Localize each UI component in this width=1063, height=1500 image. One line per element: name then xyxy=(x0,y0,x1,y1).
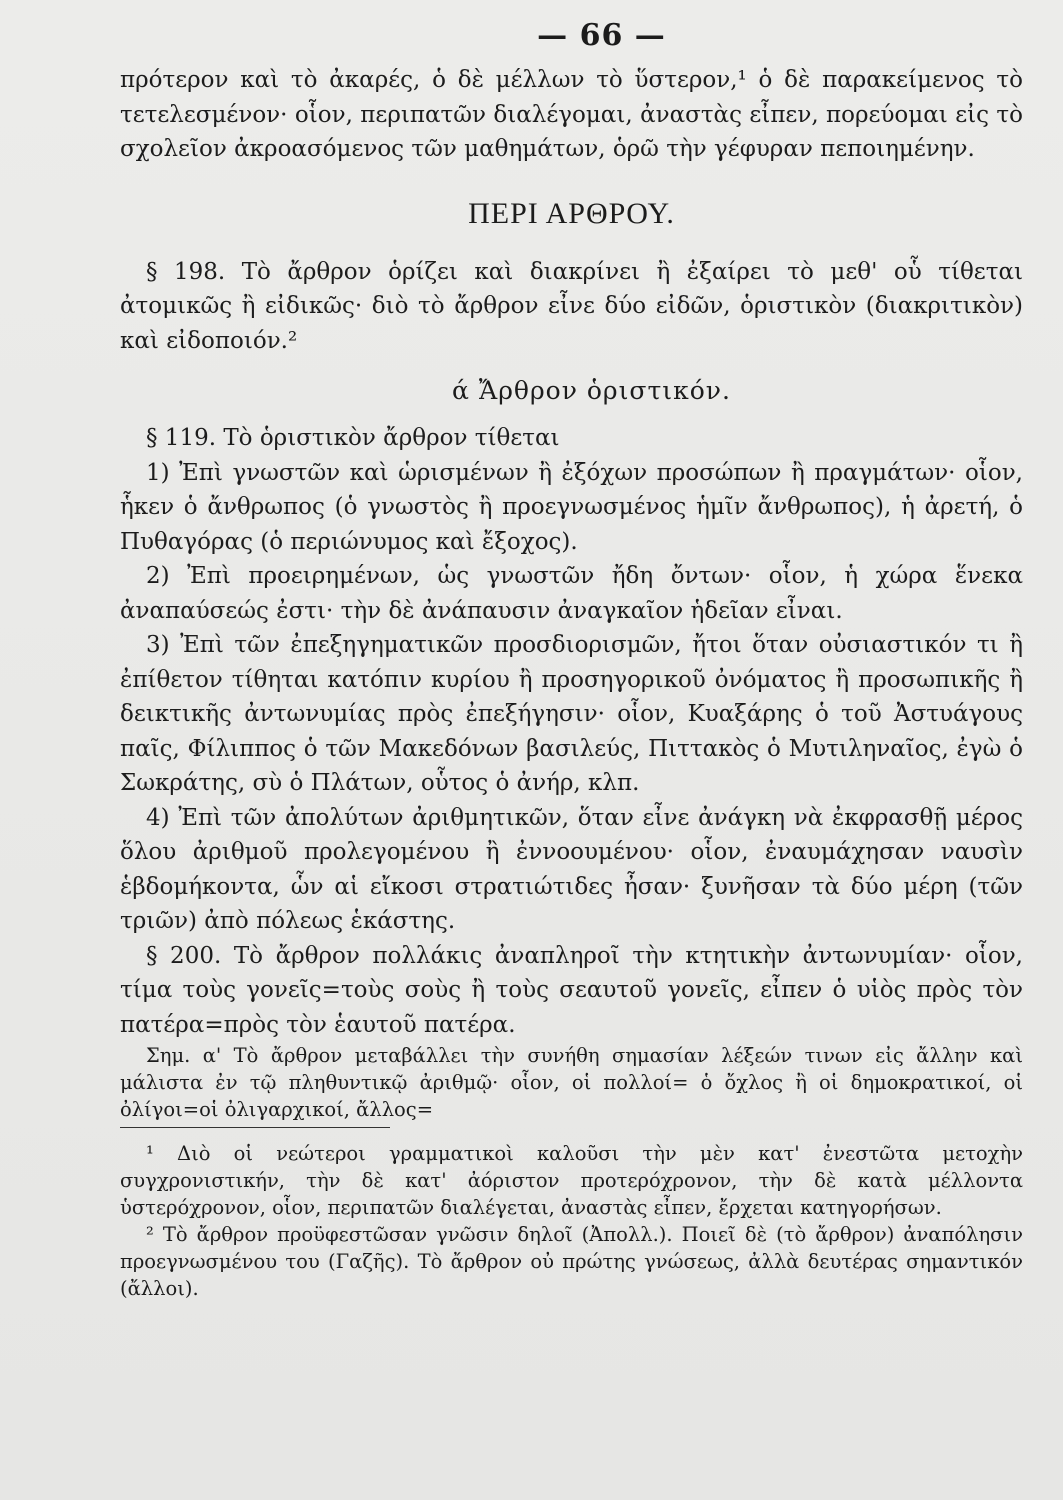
list-item-4: 4) Ἐπὶ τῶν ἀπολύτων ἀριθμητικῶν, ὅταν εἶνε ἀνάγκη νὰ ἐκφρασθῇ μέρος ὅλου ἀριθμοῦ προλεγομένου ἢ ἐννοουμένου· οἷον, ἐναυμάχησαν ναυσὶν ἑβδομήκοντα, ὧν αἱ εἴκοσι στρατιώτιδες ἦσαν· ξυνῆσαν τὰ δύο μέρη (τῶν τριῶν) ἀπὸ πόλεως ἑκάστης. xyxy=(120,804,1023,934)
paragraph-continuation: πρότερον καὶ τὸ ἀκαρές, ὁ δὲ μέλλων τὸ ὕστερον,¹ ὁ δὲ παρακείμενος τὸ τετελεσμένον· οἷον, περιπατῶν διαλέγομαι, ἀναστὰς εἶπεν, πορεύομαι εἰς τὸ σχολεῖον ἀκροασόμενος τῶν μαθημάτων, ὁρῶ τὴν γέφυραν πεποιημένην. xyxy=(120,67,1023,162)
paragraph-198: § 198. Τὸ ἄρθρον ὁρίζει καὶ διακρίνει ἢ ἐξαίρει τὸ μεθ' οὗ τίθεται ἀτομικῶς ἢ εἰδικῶς· διὸ τὸ ἄρθρον εἶνε δύο εἰδῶν, ὁριστικὸν (διακριτικὸν) καὶ εἰδοποιόν.² xyxy=(120,258,1023,354)
footnote-divider xyxy=(120,1127,390,1128)
note-paragraph: Σημ. α' Τὸ ἄρθρον μεταβάλλει τὴν συνήθη σημασίαν λέξεών τινων εἰς ἄλλην καὶ μάλιστα ἐν τῷ πληθυντικῷ ἀριθμῷ· οἷον, οἱ πολλοί= ὁ ὄχλος ἢ οἱ δημοκρατικοί, οἱ ὀλίγοι=οἱ ὀλιγαρχικοί, ἄλλος= xyxy=(120,1044,1023,1121)
paragraph-200: § 200. Τὸ ἄρθρον πολλάκις ἀναπληροῖ τὴν κτητικὴν ἀντωνυμίαν· οἷον, τίμα τοὺς γονεῖς=τοὺς σοὺς ἢ τοὺς σεαυτοῦ γονεῖς, εἶπεν ὁ υἱὸς πρὸς τὸν πατέρα=πρὸς τὸν ἑαυτοῦ πατέρα. xyxy=(120,942,1023,1038)
list-item-1: 1) Ἐπὶ γνωστῶν καὶ ὡρισμένων ἢ ἐξόχων προσώπων ἢ πραγμάτων· οἷον, ἧκεν ὁ ἄνθρωπος (ὁ γνωστὸς ἢ προεγνωσμένος ἡμῖν ἄνθρωπος), ἡ ἀρετή, ὁ Πυθαγόρας (ὁ περιώνυμος καὶ ἔξοχος). xyxy=(120,459,1023,555)
footnote-2: ² Τὸ ἄρθρον προϋφεστῶσαν γνῶσιν δηλοῖ (Ἀπολλ.). Ποιεῖ δὲ (τὸ ἄρθρον) ἀναπόλησιν προεγνωσμένου του (Γαζῆς). Τὸ ἄρθρον οὐ πρώτης γνώσεως, ἀλλὰ δευτέρας σημαντικόν (ἄλλοι). xyxy=(120,1223,1023,1300)
list-item-3: 3) Ἐπὶ τῶν ἐπεξηγηματικῶν προσδιορισμῶν, ἤτοι ὅταν οὐσιαστικόν τι ἢ ἐπίθετον τίθηται κατόπιν κυρίου ἢ προσηγορικοῦ ὀνόματος ἢ προσωπικῆς ἢ δεικτικῆς ἀντωνυμίας πρὸς ἐπεξήγησιν· οἷον, Κυαξάρης ὁ τοῦ Ἀστυάγους παῖς, Φίλιππος ὁ τῶν Μακεδόνων βασιλεύς, Πιττακὸς ὁ Μυτιληναῖος, ἐγὼ ὁ Σωκράτης, σὺ ὁ Πλάτων, οὗτος ὁ ἀνήρ, κλπ. xyxy=(120,632,1023,796)
paragraph-199: § 119. Τὸ ὁριστικὸν ἄρθρον τίθεται xyxy=(146,425,560,451)
footnotes xyxy=(120,1140,1023,1302)
subsection-heading: ά Ἄρθρον ὁριστικόν. xyxy=(452,376,731,405)
section-heading: ΠΕΡΙ ΑΡΘΡΟΥ. xyxy=(468,196,675,230)
footnote-1: ¹ Διὸ οἱ νεώτεροι γραμματικοὶ καλοῦσι τὴν μὲν κατ' ἐνεστῶτα μετοχὴν συγχρονιστικήν, τὴν δὲ κατ' ἀόριστον προτερόχρονον, τὴν δὲ κατὰ μέλλοντα ὑστερόχρονον, οἷον, περιπατῶν διαλέγεται, ἀναστὰς εἶπεν, ἔρχεται κατηγορήσων. xyxy=(120,1142,1023,1219)
list-item-2: 2) Ἐπὶ προειρημένων, ὡς γνωστῶν ἤδη ὄντων· οἷον, ἡ χώρα ἕνεκα ἀναπαύσεώς ἐστι· τὴν δὲ ἀνάπαυσιν ἀναγκαῖον ἡδεῖαν εἶναι. xyxy=(120,563,1023,624)
page-number: — 66 — xyxy=(537,18,666,53)
